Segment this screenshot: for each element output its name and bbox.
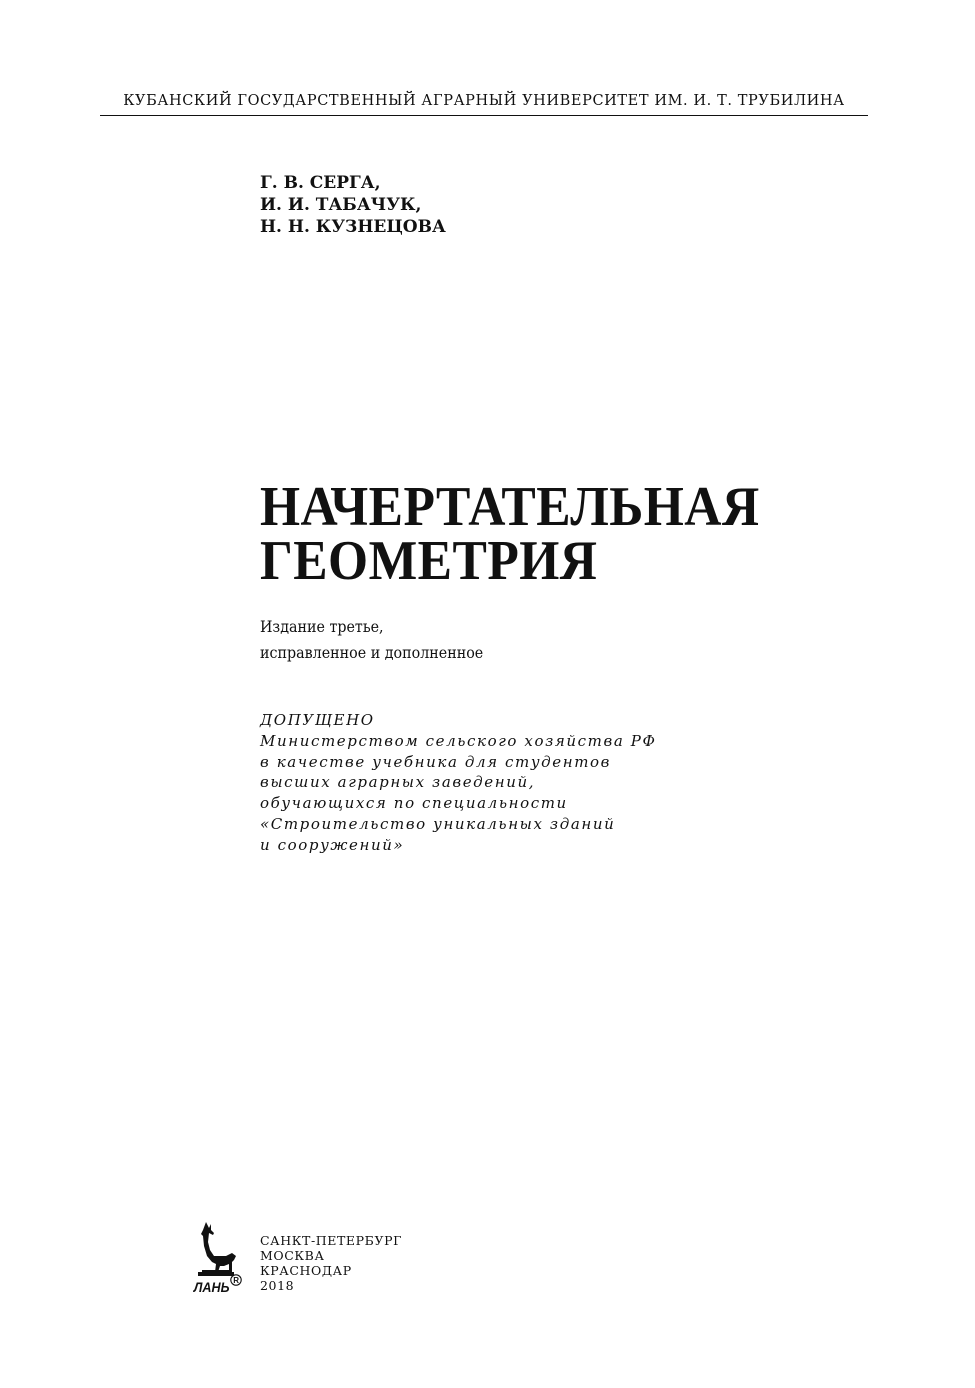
book-title: [260, 476, 760, 592]
edition-line: Издание третье,: [260, 618, 384, 636]
city: МОСКВА: [260, 1248, 325, 1263]
publisher-cities: [260, 1233, 402, 1293]
svg-text:R: R: [233, 1276, 239, 1285]
approval-line: «Строительство уникальных зданий: [260, 814, 616, 833]
author-name: Г. В. СЕРГА,: [260, 173, 381, 193]
approval-line: обучающихся по специальности: [260, 794, 568, 813]
approval-line: и сооружений»: [260, 835, 405, 854]
author-name: И. И. ТАБАЧУК,: [260, 195, 422, 215]
approval-line: ДОПУЩЕНО: [260, 711, 375, 729]
approval-line: в качестве учебника для студентов: [260, 752, 612, 771]
book-title-line: ГЕОМЕТРИЯ: [260, 530, 598, 592]
city: КРАСНОДАР: [260, 1263, 352, 1278]
authors: [260, 172, 446, 238]
header-rule: [100, 115, 868, 116]
publisher-logo: [192, 1220, 244, 1296]
approval-line: высших аграрных заведений,: [260, 773, 536, 792]
edition-line: исправленное и дополненное: [260, 644, 484, 662]
deer-logo-icon: [192, 1220, 244, 1296]
approval-line: Министерством сельского хозяйства РФ: [260, 731, 657, 750]
publication-year: 2018: [260, 1278, 295, 1293]
author-name: Н. Н. КУЗНЕЦОВА: [260, 217, 446, 237]
university-header: КУБАНСКИЙ ГОСУДАРСТВЕННЫЙ АГРАРНЫЙ УНИВЕРСИТЕТ ИМ. И. Т. ТРУБИЛИНА: [123, 93, 845, 109]
logo-text: ЛАНЬ: [193, 1279, 230, 1296]
book-title-line: НАЧЕРТАТЕЛЬНАЯ: [260, 476, 760, 538]
approval-stamp: [260, 710, 657, 856]
edition-note: [260, 614, 483, 666]
city: САНКТ-ПЕТЕРБУРГ: [260, 1233, 402, 1248]
